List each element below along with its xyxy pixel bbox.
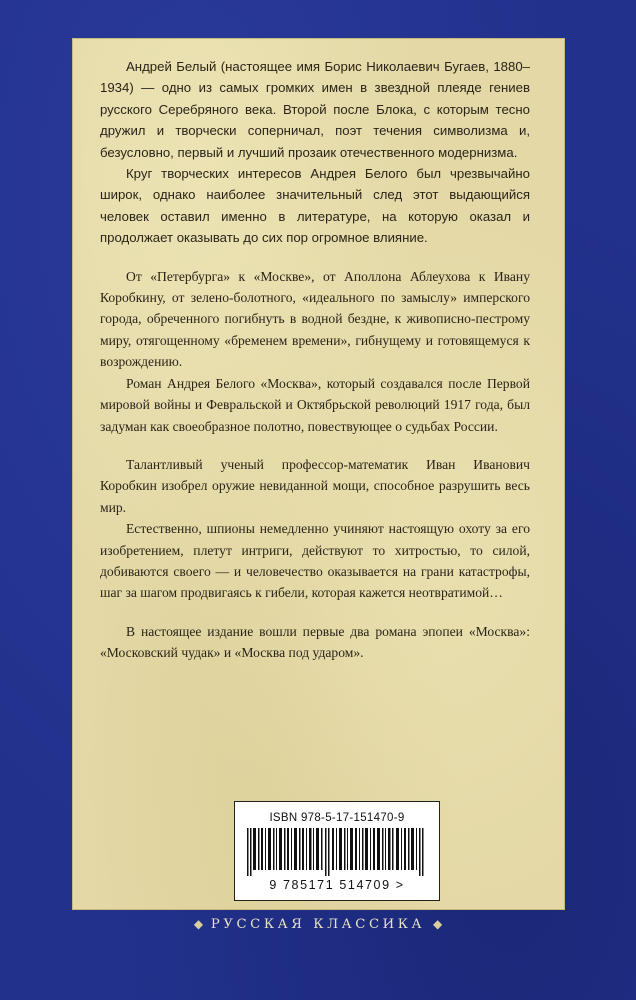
isbn-label: ISBN 978-5-17-151470-9	[269, 812, 405, 824]
annotation-text	[100, 56, 530, 664]
series-title	[0, 917, 636, 932]
isbn-digits: 9 785171 514709 >	[269, 878, 405, 892]
series-name: РУССКАЯ КЛАССИКА	[210, 917, 426, 932]
barcode-bars	[247, 828, 427, 876]
paragraph-author-intro: Андрей Белый (настоящее имя Борис Николаевич Бугаев, 1880–1934) — одно из самых громких имен в звездной плеяде гениев русского Серебряного века. Второй после Блока, с которым тесно дружил и творчески соперничал, поэт течения символизма и, безусловно, первый и лучший прозаик отечественного модернизма.	[100, 59, 530, 160]
diamond-ornament-icon: ◆	[432, 917, 443, 931]
isbn-barcode	[234, 801, 440, 901]
paragraph-author-interests: Круг творческих интересов Андрея Белого был чрезвычайно широк, однако наиболее значительный след этот выдающийся человек оставил именно в литературе, на которую оказал и продолжает оказывать до сих пор огромное влияние.	[100, 166, 530, 246]
paragraph-plot-professor: Талантливый ученый профессор-математик Иван Иванович Коробкин изобрел оружие невиданной мощи, способное разрушить весь мир.	[100, 456, 530, 515]
paragraph-novel-theme: От «Петербурга» к «Москве», от Аполлона Аблеухова к Ивану Коробкину, от зелено-болотного, «идеального по замыслу» имперского города, обреченного погибнуть в водной бездне, к живописно-пестрому миру, отягощенному «бременем времени», гибнущему и готовящемуся к возрождению.	[100, 268, 530, 370]
paragraph-plot-spies: Естественно, шпионы немедленно учиняют настоящую охоту за его изобретением, плетут интриги, действуют то хитростью, то силой, добиваются своего — и человечество оказывается на грани катастрофы, шаг за шагом продвигаясь к гибели, которая кажется неотвратимой…	[100, 521, 530, 601]
paragraph-novel-history: Роман Андрея Белого «Москва», который создавался после Первой мировой войны и Февральской и Октябрьской революций 1917 года, был задуман как своеобразное полотно, повествующее о судьбах России.	[100, 375, 530, 434]
paragraph-edition-contents: В настоящее издание вошли первые два романа эпопеи «Москва»: «Московский чудак» и «Москва под ударом».	[100, 623, 530, 661]
diamond-ornament-icon: ◆	[193, 917, 204, 931]
